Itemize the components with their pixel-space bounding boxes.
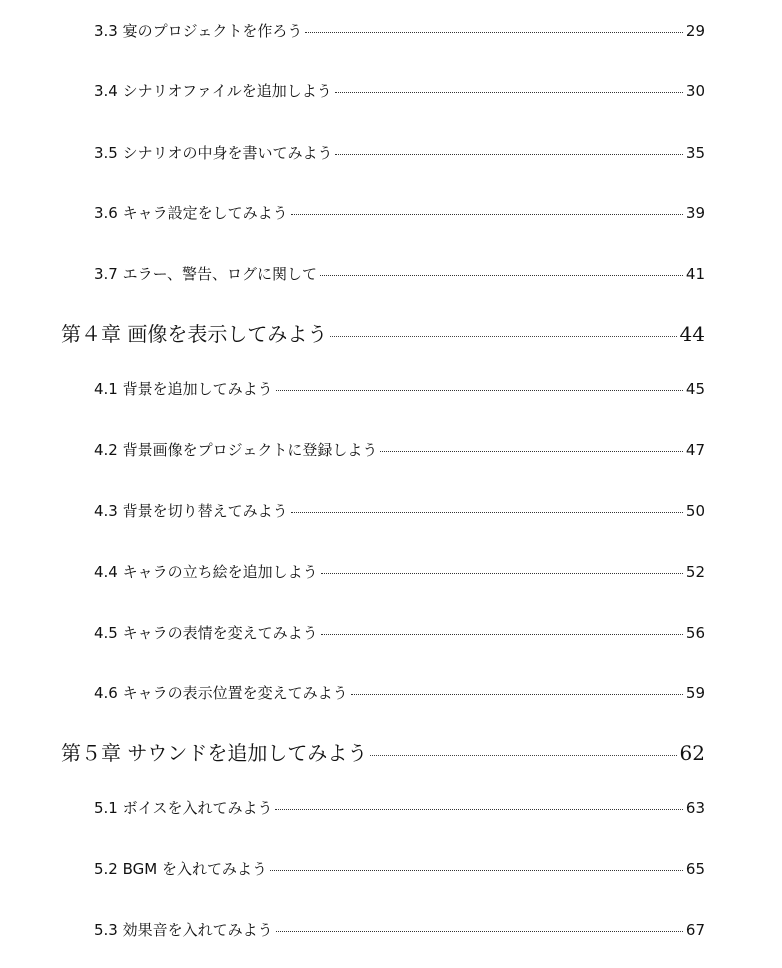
toc-entry-title: 4.2 背景画像をプロジェクトに登録しよう	[94, 441, 378, 459]
dot-leader	[291, 512, 683, 513]
toc-entry-4-4[interactable]	[94, 561, 705, 583]
toc-entry-title: 3.6 キャラ設定をしてみよう	[94, 204, 288, 222]
toc-entry-3-7[interactable]	[94, 263, 705, 285]
toc-chapter-5[interactable]	[61, 738, 705, 768]
toc-entry-page: 30	[685, 82, 705, 100]
toc-entry-title: 5.2 BGM を入れてみよう	[94, 860, 267, 878]
dot-leader	[335, 92, 683, 93]
toc-entry-page: 56	[685, 624, 705, 642]
toc-entry-page: 63	[685, 799, 705, 817]
toc-entry-page: 59	[685, 684, 705, 702]
toc-chapter-4[interactable]	[61, 319, 705, 349]
toc-entry-page: 45	[685, 380, 705, 398]
toc-entry-5-2[interactable]	[94, 858, 705, 880]
dot-leader	[321, 634, 683, 635]
dot-leader	[276, 390, 683, 391]
dot-leader	[370, 755, 676, 756]
dot-leader	[335, 154, 682, 155]
dot-leader	[305, 32, 683, 33]
toc-chapter-page: 44	[679, 322, 705, 346]
toc-entry-title: 3.7 エラー、警告、ログに関して	[94, 265, 318, 283]
toc-entry-title: 3.5 シナリオの中身を書いてみよう	[94, 144, 333, 162]
toc-entry-4-6[interactable]	[94, 682, 705, 704]
toc-entry-4-2[interactable]	[94, 439, 705, 461]
toc-entry-4-5[interactable]	[94, 622, 705, 644]
toc-entry-title: 4.4 キャラの立ち絵を追加しよう	[94, 563, 318, 581]
toc-chapter-page: 62	[679, 741, 705, 765]
toc-entry-title: 4.5 キャラの表情を変えてみよう	[94, 624, 318, 642]
dot-leader	[276, 931, 683, 932]
toc-entry-title: 3.3 宴のプロジェクトを作ろう	[94, 22, 303, 40]
dot-leader	[380, 451, 683, 452]
toc-entry-3-5[interactable]	[94, 142, 705, 164]
toc-entry-title: 4.3 背景を切り替えてみよう	[94, 502, 288, 520]
toc-entry-page: 35	[685, 144, 705, 162]
toc-chapter-title: 第５章 サウンドを追加してみよう	[61, 741, 368, 765]
toc-chapter-title: 第４章 画像を表示してみよう	[61, 322, 328, 346]
toc-entry-4-1[interactable]	[94, 378, 705, 400]
toc-entry-5-1[interactable]	[94, 797, 705, 819]
toc-entry-4-3[interactable]	[94, 500, 705, 522]
toc-entry-page: 52	[685, 563, 705, 581]
dot-leader	[351, 694, 683, 695]
toc-entry-5-3[interactable]	[94, 919, 705, 941]
toc-entry-title: 4.1 背景を追加してみよう	[94, 380, 273, 398]
toc-entry-title: 5.3 効果音を入れてみよう	[94, 921, 273, 939]
dot-leader	[320, 275, 683, 276]
dot-leader	[321, 573, 683, 574]
toc-entry-title: 3.4 シナリオファイルを追加しよう	[94, 82, 332, 100]
toc-entry-3-3[interactable]	[94, 20, 705, 42]
toc-entry-page: 67	[685, 921, 705, 939]
toc-entry-3-6[interactable]	[94, 202, 705, 224]
dot-leader	[291, 214, 683, 215]
toc-entry-page: 50	[685, 502, 705, 520]
toc-entry-3-4[interactable]	[94, 80, 705, 102]
toc-entry-page: 39	[685, 204, 705, 222]
toc-entry-title: 5.1 ボイスを入れてみよう	[94, 799, 273, 817]
toc-entry-page: 41	[685, 265, 705, 283]
toc-entry-page: 65	[685, 860, 705, 878]
toc-entry-page: 29	[685, 22, 705, 40]
toc-entry-page: 47	[685, 441, 705, 459]
dot-leader	[275, 809, 682, 810]
dot-leader	[270, 870, 683, 871]
dot-leader	[330, 336, 676, 337]
toc-entry-title: 4.6 キャラの表示位置を変えてみよう	[94, 684, 348, 702]
